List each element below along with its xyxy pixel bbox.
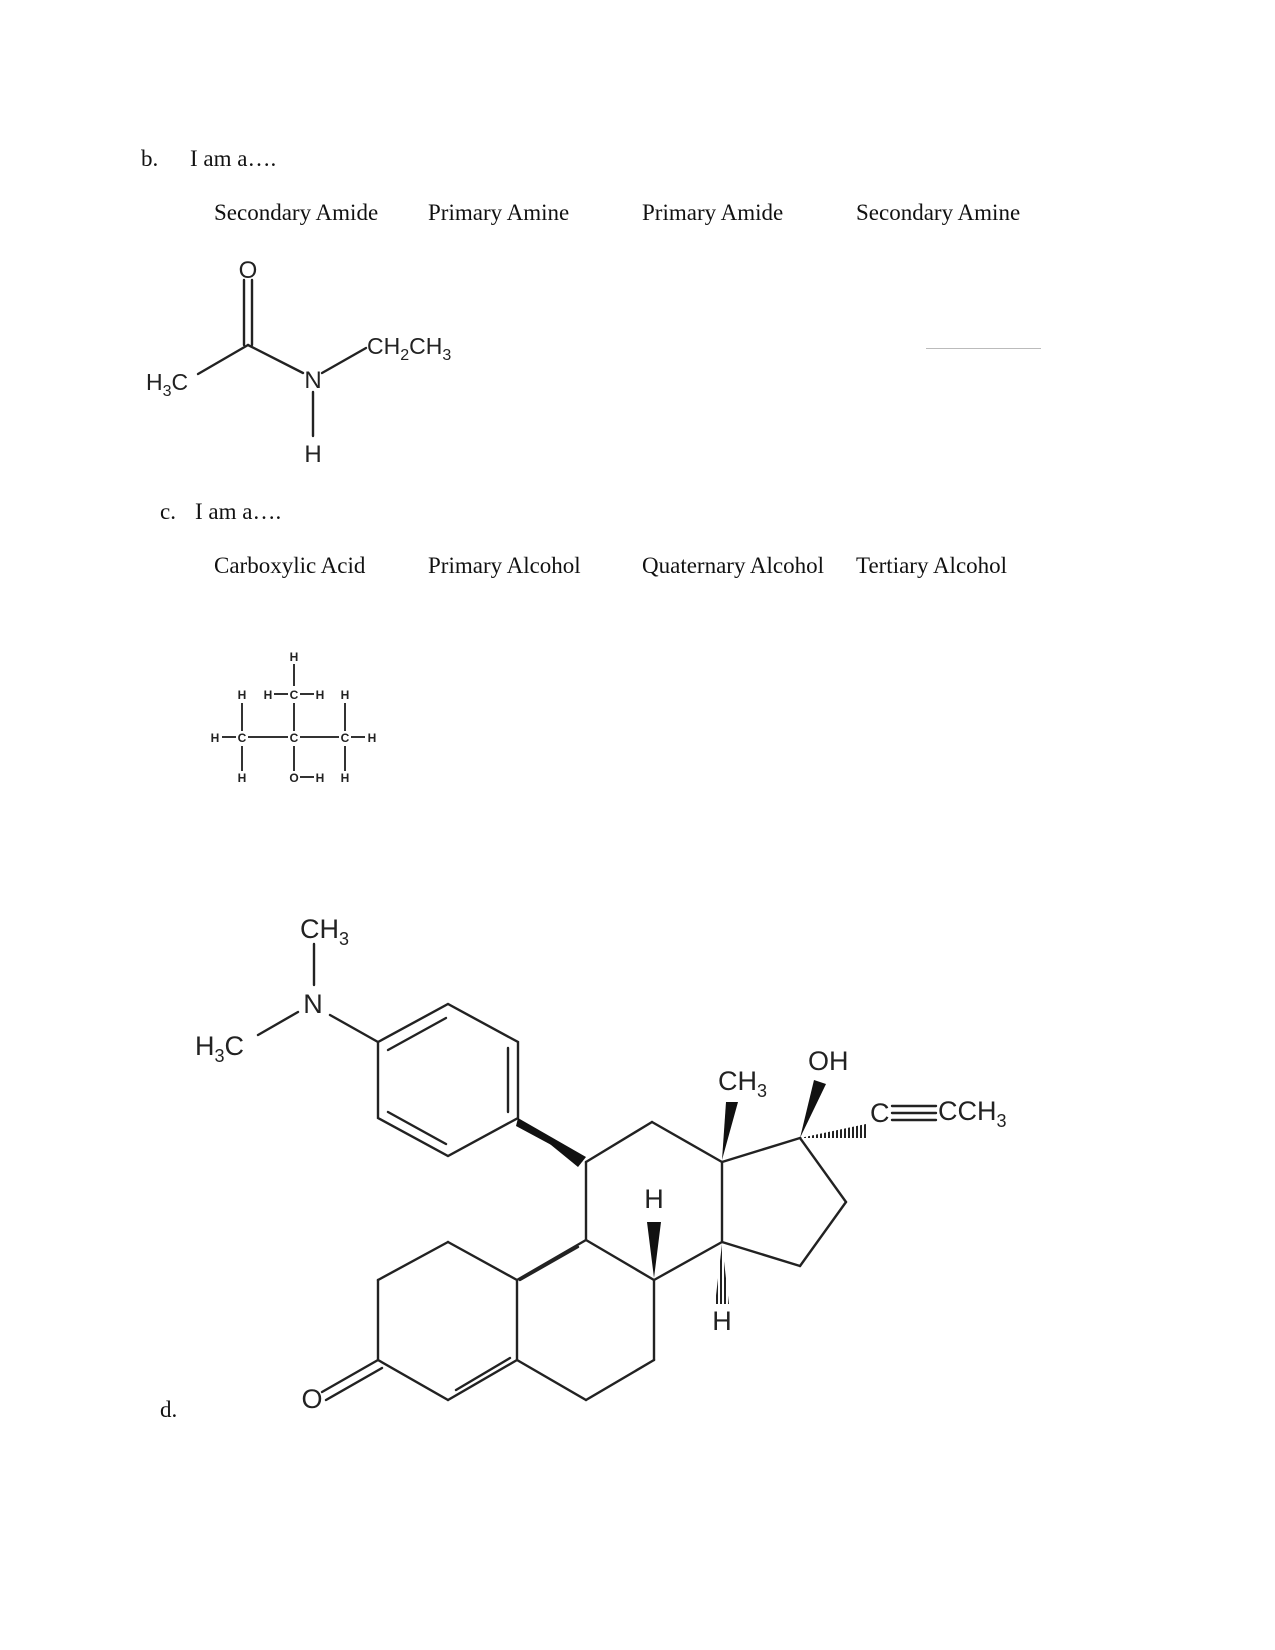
alcohol-h-left: H [210,731,220,745]
question-b-prompt: I am a…. [190,146,277,171]
d-ketone-oxygen-label: O [301,1384,323,1414]
alcohol-c-2: C [289,731,299,745]
option-c-1[interactable]: Carboxylic Acid [214,553,366,578]
amide-hydrogen-label: H [304,441,322,468]
alcohol-h-row2-c: H [315,688,325,702]
d-h-beta-label: H [644,1184,664,1214]
option-c-3[interactable]: Quaternary Alcohol [642,553,825,578]
option-b-1[interactable]: Secondary Amide [214,200,379,225]
alcohol-h-right: H [367,731,377,745]
d-ring-ch3-label: $CH_3$ [718,1066,768,1101]
d-nitrogen-label: N [303,989,323,1019]
d-oh-label: OH [808,1046,849,1076]
option-b-2[interactable]: Primary Amine [428,200,570,225]
question-c-letter: c. [160,499,176,524]
question-d-letter: d. [160,1397,178,1422]
d-ch3-top-label: $CH_3$ [300,914,350,949]
option-c-2[interactable]: Primary Alcohol [428,553,581,578]
amide-ethyl-label: $CH_2CH_3$ [367,333,452,364]
alcohol-c-3: C [340,731,350,745]
alcohol-c-1: C [237,731,247,745]
option-c-4[interactable]: Tertiary Alcohol [856,553,1008,578]
amide-nitrogen-label: N [304,367,322,394]
alcohol-h-row2-d: H [340,688,350,702]
alcohol-h-hydroxyl: H [315,771,325,785]
amide-methyl-label: $H_3C$ [146,369,189,400]
option-b-4[interactable]: Secondary Amine [856,200,1021,225]
question-b-letter: b. [141,146,159,171]
amide-oxygen-label: O [238,257,258,284]
alcohol-h-bottom-c: H [340,771,350,785]
d-propynyl-ch3-label: $CCH_3$ [938,1096,1007,1131]
question-c-prompt: I am a…. [195,499,282,524]
d-propynyl-c-label: C [870,1098,890,1128]
d-h3c-label: $H_3C$ [195,1031,245,1066]
answer-blank-b[interactable] [926,348,1041,349]
alcohol-h-row2-a: H [237,688,247,702]
alcohol-h-bottom-a: H [237,771,247,785]
alcohol-h-top: H [289,650,299,664]
alcohol-oxygen: O [289,771,299,785]
alcohol-c-methyl: C [289,688,299,702]
d-h-alpha-label: H [712,1306,732,1336]
option-b-3[interactable]: Primary Amide [642,200,784,225]
alcohol-h-row2-b: H [263,688,273,702]
